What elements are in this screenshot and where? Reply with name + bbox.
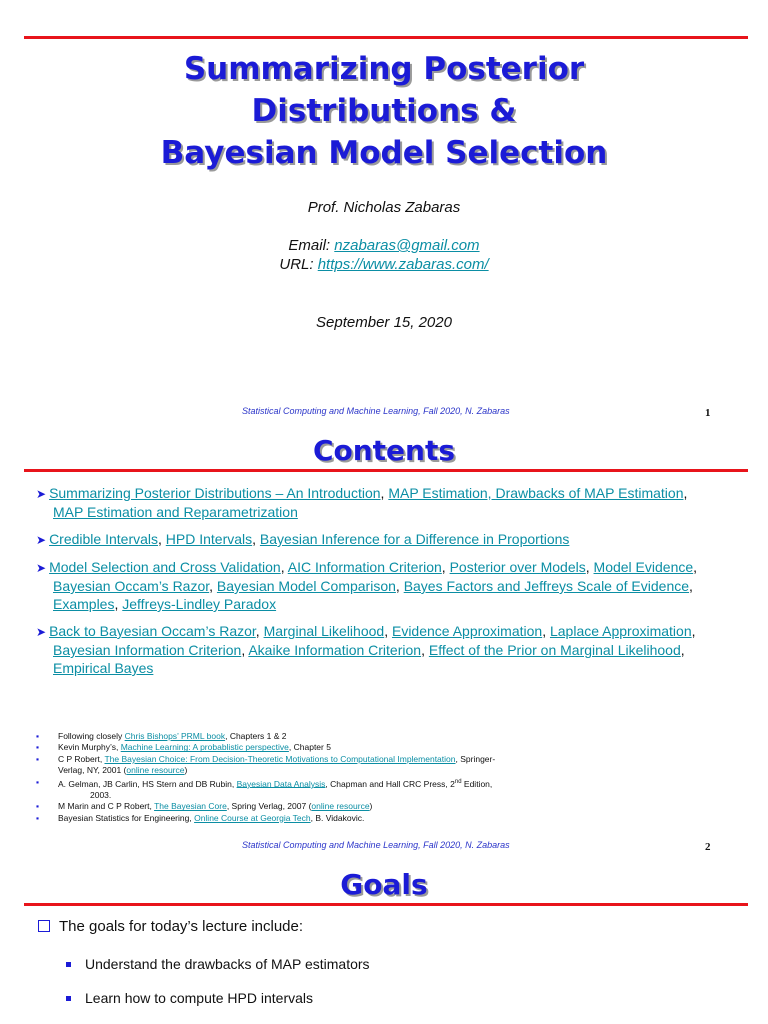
reference-item bbox=[36, 742, 716, 753]
hyperlink[interactable]: Model Evidence bbox=[593, 559, 694, 575]
text-fragment: , bbox=[395, 578, 404, 594]
toc-line bbox=[36, 530, 736, 549]
toc-item bbox=[36, 484, 736, 521]
text-fragment: , Chapters 1 & 2 bbox=[225, 731, 287, 741]
hyperlink[interactable]: Chris Bishops’ PRML book bbox=[124, 731, 226, 741]
text-fragment: , bbox=[241, 642, 249, 658]
bullet-icon: ▪ bbox=[36, 801, 40, 812]
reference-line bbox=[58, 777, 716, 790]
arrow-bullet-icon: ➤ bbox=[36, 533, 47, 547]
text-fragment: Verlag, NY, 2001 ( bbox=[58, 765, 127, 776]
text-fragment: , bbox=[689, 578, 693, 594]
text-fragment: , bbox=[280, 559, 288, 575]
hyperlink[interactable]: Bayesian Information Criterion bbox=[53, 642, 242, 658]
slide1-top-rule bbox=[24, 36, 748, 39]
author: Prof. Nicholas Zabaras bbox=[307, 199, 461, 216]
text-fragment: A. Gelman, JB Carlin, HS Stern and DB Rubin, bbox=[58, 778, 237, 789]
text-fragment: , Chapter 5 bbox=[288, 742, 331, 753]
text-fragment: , bbox=[384, 623, 392, 639]
slide1-title-line: Bayesian Model Selection bbox=[160, 135, 608, 171]
references-list bbox=[36, 731, 716, 824]
toc-item bbox=[36, 558, 736, 613]
goals-title: Goals bbox=[340, 868, 428, 901]
reference-item bbox=[36, 731, 716, 742]
text-fragment: , bbox=[380, 485, 389, 501]
text-fragment: Bayesian Statistics for Engineering, bbox=[58, 812, 195, 823]
goal-item bbox=[66, 990, 313, 1006]
text-fragment: , bbox=[209, 578, 217, 594]
text-fragment: C P Robert, bbox=[58, 753, 105, 764]
arrow-bullet-icon: ➤ bbox=[36, 561, 47, 575]
reference-line bbox=[58, 801, 716, 812]
toc-line bbox=[36, 558, 736, 577]
slide1-page-number: 1 bbox=[705, 407, 711, 419]
hyperlink[interactable]: Akaike Information Criterion bbox=[248, 642, 422, 658]
reference-line bbox=[58, 790, 716, 801]
text-fragment: , bbox=[252, 531, 260, 547]
text-fragment: , B. Vidakovic. bbox=[310, 812, 365, 823]
contents-title: Contents bbox=[312, 434, 456, 467]
slide1-date: September 15, 2020 bbox=[316, 314, 452, 331]
text-fragment: , bbox=[158, 531, 166, 547]
hyperlink[interactable]: AIC Information Criterion bbox=[287, 559, 442, 575]
hyperlink[interactable]: HPD Intervals bbox=[165, 531, 253, 547]
text-fragment: , Chapman and Hall CRC Press, 2 bbox=[325, 778, 455, 789]
text-fragment: , bbox=[693, 559, 698, 575]
toc-line bbox=[36, 595, 736, 613]
text-fragment: ) bbox=[184, 765, 188, 776]
hyperlink[interactable]: Credible Intervals bbox=[49, 531, 158, 547]
hyperlink[interactable]: MAP Estimation and Reparametrization bbox=[53, 504, 298, 520]
text-fragment: , bbox=[421, 642, 429, 658]
text-fragment: M Marin and C P Robert, bbox=[58, 801, 155, 812]
slide1-title bbox=[0, 48, 768, 174]
slide2-footer: Statistical Computing and Machine Learning, Fall 2020, N. Zabaras bbox=[242, 840, 510, 850]
hyperlink[interactable]: Machine Learning: A probablistic perspective bbox=[120, 742, 289, 753]
reference-line bbox=[58, 742, 716, 753]
toc-line bbox=[36, 484, 736, 503]
text-fragment: nd bbox=[454, 778, 462, 785]
text-fragment: , Springer- bbox=[455, 753, 496, 764]
text-fragment: Kevin Murphy’s, bbox=[58, 742, 121, 753]
hyperlink[interactable]: Posterior over Models bbox=[449, 559, 586, 575]
bullet-icon: ▪ bbox=[36, 776, 40, 787]
email-line bbox=[0, 237, 768, 254]
toc-line bbox=[36, 577, 736, 595]
toc-item bbox=[36, 530, 736, 549]
url-link[interactable]: https://www.zabaras.com/ bbox=[317, 256, 489, 273]
url-label: URL: bbox=[279, 256, 318, 273]
slide2-page-number: 2 bbox=[705, 841, 711, 853]
text-fragment: , bbox=[585, 559, 594, 575]
checkbox-bullet-icon bbox=[38, 920, 50, 932]
goal-item bbox=[66, 956, 370, 972]
goals-intro-text: The goals for today’s lecture include: bbox=[59, 918, 304, 935]
hyperlink[interactable]: online resource bbox=[126, 765, 185, 776]
hyperlink[interactable]: Empirical Bayes bbox=[53, 660, 154, 676]
text-fragment: Following closely bbox=[58, 731, 125, 741]
slide1-title-line: Distributions & bbox=[251, 93, 517, 129]
goal-item-text: Learn how to compute HPD intervals bbox=[85, 990, 313, 1006]
toc-line bbox=[36, 622, 736, 641]
hyperlink[interactable]: The Bayesian Choice: From Decision-Theoretic Motivations to Computational Implementation bbox=[104, 753, 456, 764]
hyperlink[interactable]: The Bayesian Core bbox=[154, 801, 227, 812]
text-fragment: , Spring Verlag, 2007 ( bbox=[226, 801, 312, 812]
hyperlink[interactable]: MAP Estimation, bbox=[388, 485, 496, 501]
hyperlink[interactable]: Bayesian Inference for a Difference in Proportions bbox=[259, 531, 570, 547]
hyperlink[interactable]: online resource bbox=[311, 801, 370, 812]
slide1-title-line: Summarizing Posterior bbox=[183, 51, 585, 87]
bullet-icon: ▪ bbox=[36, 742, 40, 753]
hyperlink[interactable]: Bayesian Model Comparison bbox=[216, 578, 396, 594]
email-link[interactable]: nzabaras@gmail.com bbox=[334, 237, 480, 254]
text-fragment: Edition, bbox=[461, 778, 493, 789]
text-fragment: ) bbox=[369, 801, 373, 812]
slide1-footer: Statistical Computing and Machine Learning, Fall 2020, N. Zabaras bbox=[242, 406, 510, 416]
toc-line bbox=[36, 659, 736, 677]
toc-item bbox=[36, 622, 736, 677]
reference-line bbox=[58, 813, 716, 824]
text-fragment: , bbox=[114, 596, 123, 612]
text-fragment: , bbox=[691, 623, 696, 639]
reference-line bbox=[58, 754, 716, 765]
email-label: Email: bbox=[288, 237, 335, 254]
hyperlink[interactable]: Jeffreys-Lindley Paradox bbox=[122, 596, 277, 612]
square-bullet-icon bbox=[66, 962, 71, 967]
table-of-contents bbox=[36, 484, 736, 677]
hyperlink[interactable]: Summarizing Posterior Distributions – An Introduction bbox=[49, 485, 381, 501]
hyperlink[interactable]: Examples bbox=[53, 596, 115, 612]
slide2-rule bbox=[24, 469, 748, 472]
goals-intro bbox=[38, 918, 303, 935]
hyperlink[interactable]: Back to Bayesian Occam’s Razor bbox=[49, 623, 256, 639]
reference-item bbox=[36, 754, 716, 777]
hyperlink[interactable]: Bayesian Data Analysis bbox=[236, 778, 326, 789]
bullet-icon: ▪ bbox=[36, 753, 40, 764]
hyperlink[interactable]: Bayes Factors and Jeffreys Scale of Evidence bbox=[403, 578, 690, 594]
toc-line bbox=[36, 503, 736, 521]
reference-item bbox=[36, 801, 716, 812]
slide3-rule bbox=[24, 903, 748, 906]
text-fragment: , bbox=[255, 623, 264, 639]
hyperlink[interactable]: Drawbacks of MAP Estimation bbox=[495, 485, 684, 501]
toc-line bbox=[36, 641, 736, 659]
text-fragment: , bbox=[542, 623, 550, 639]
reference-item bbox=[36, 813, 716, 824]
reference-item bbox=[36, 777, 716, 802]
bullet-icon: ▪ bbox=[36, 812, 40, 823]
goal-item-text: Understand the drawbacks of MAP estimators bbox=[85, 956, 370, 972]
text-fragment: , bbox=[683, 485, 688, 501]
hyperlink[interactable]: Evidence Approximation bbox=[391, 623, 543, 639]
reference-line bbox=[58, 731, 716, 742]
text-fragment: , bbox=[680, 642, 685, 658]
hyperlink[interactable]: Effect of the Prior on Marginal Likelihood bbox=[428, 642, 681, 658]
hyperlink[interactable]: Online Course at Georgia Tech bbox=[194, 812, 311, 823]
reference-line bbox=[58, 765, 716, 776]
bullet-icon: ▪ bbox=[36, 731, 40, 741]
url-line bbox=[0, 256, 768, 273]
text-fragment: 2003. bbox=[90, 789, 112, 800]
hyperlink[interactable]: Bayesian Occam’s Razor bbox=[53, 578, 210, 594]
arrow-bullet-icon: ➤ bbox=[36, 625, 47, 639]
hyperlink[interactable]: Model Selection and Cross Validation bbox=[49, 559, 281, 575]
hyperlink[interactable]: Laplace Approximation bbox=[549, 623, 692, 639]
hyperlink[interactable]: Marginal Likelihood bbox=[263, 623, 385, 639]
arrow-bullet-icon: ➤ bbox=[36, 487, 47, 501]
text-fragment: , bbox=[441, 559, 450, 575]
square-bullet-icon bbox=[66, 996, 71, 1001]
